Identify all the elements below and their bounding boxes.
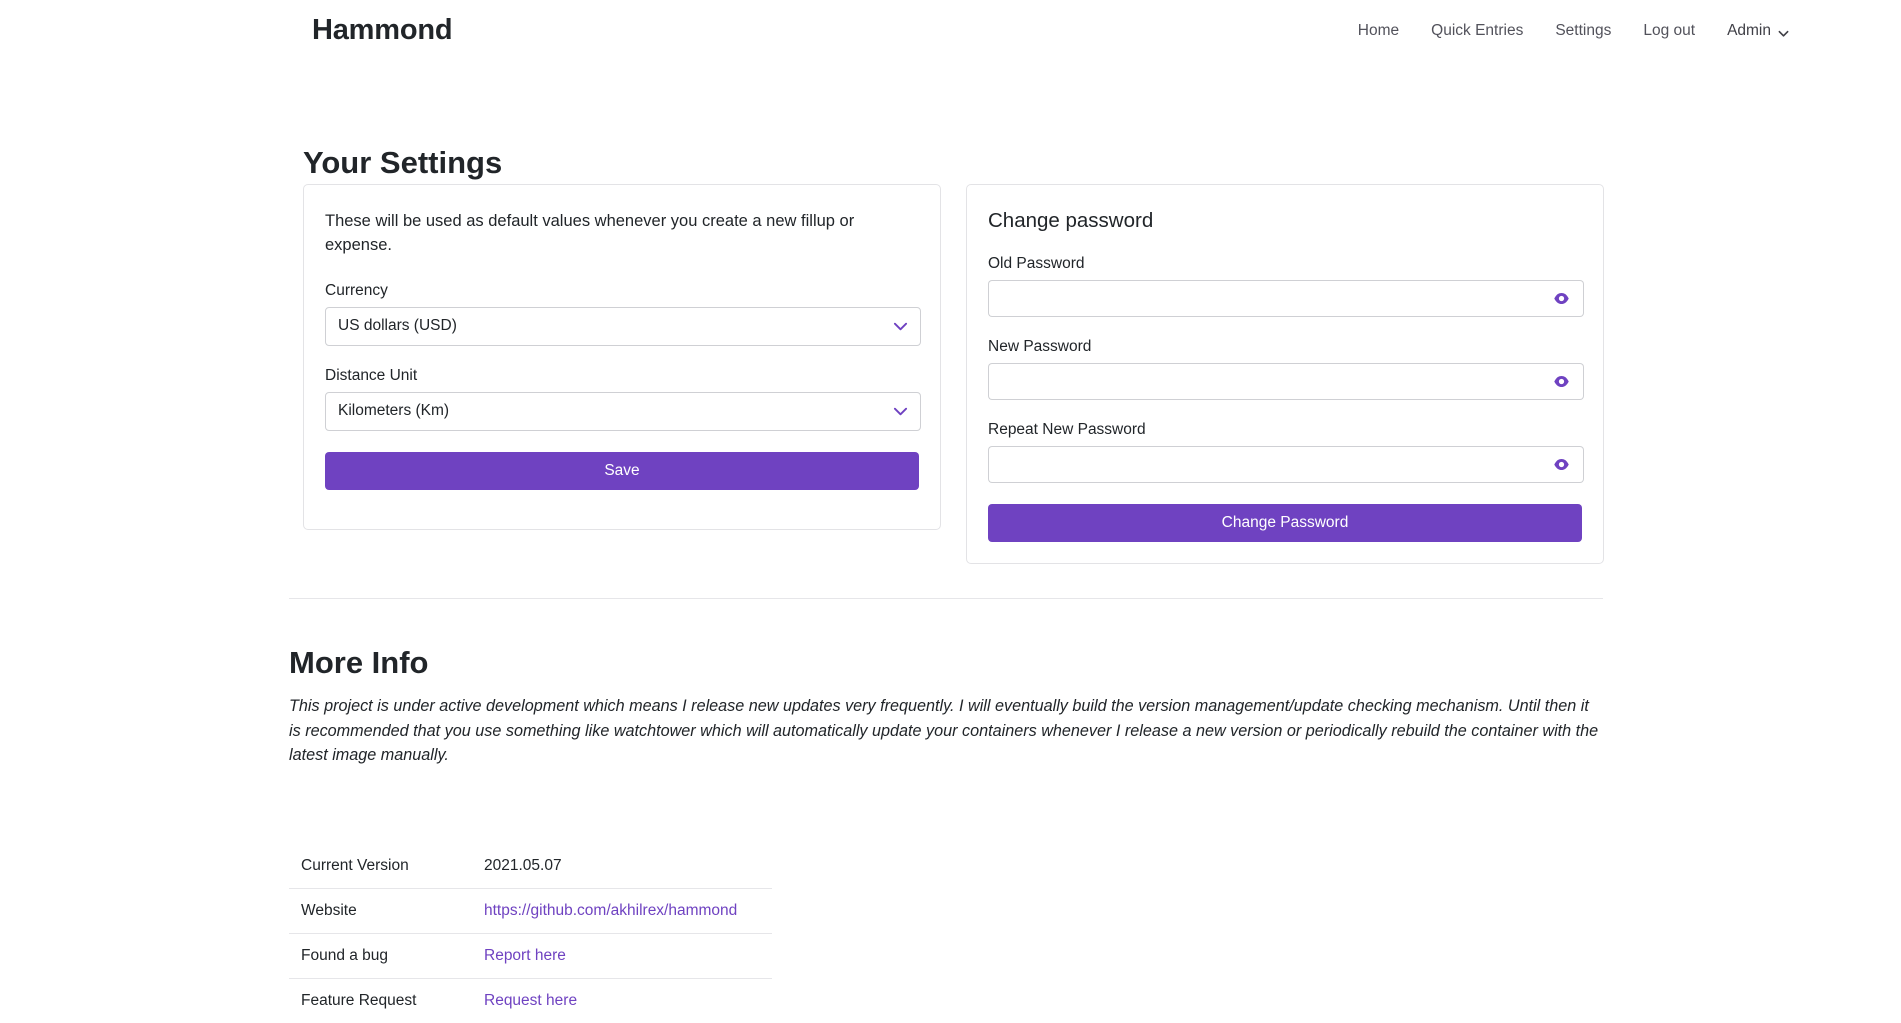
change-password-title: Change password — [988, 209, 1582, 233]
table-row — [289, 934, 772, 979]
info-value — [472, 889, 772, 934]
info-value: 2021.05.07 — [472, 844, 772, 889]
currency-select[interactable] — [325, 307, 921, 346]
info-key: Website — [289, 889, 472, 934]
section-divider — [289, 598, 1603, 599]
change-password-button[interactable]: Change Password — [988, 504, 1582, 542]
change-password-card-body — [967, 185, 1603, 566]
old-password-field[interactable] — [988, 280, 1540, 317]
distance-unit-select-wrapper — [325, 392, 921, 431]
default-values-card — [303, 184, 941, 530]
info-key: Feature Request — [289, 979, 472, 1023]
nav-link-home[interactable]: Home — [1342, 22, 1415, 40]
page-title: Your Settings — [303, 145, 502, 181]
repeat-new-password-field[interactable] — [988, 446, 1540, 483]
distance-unit-label: Distance Unit — [325, 367, 919, 385]
table-row — [289, 844, 772, 889]
distance-unit-select[interactable] — [325, 392, 921, 431]
new-password-label: New Password — [988, 338, 1582, 356]
eye-icon[interactable] — [1540, 446, 1584, 483]
brand-logo[interactable]: Hammond — [312, 14, 452, 47]
info-value — [472, 979, 772, 1023]
more-info-title: More Info — [289, 645, 429, 681]
change-password-card — [966, 184, 1604, 564]
currency-select-wrapper — [325, 307, 921, 346]
eye-icon[interactable] — [1540, 363, 1584, 400]
new-password-group — [988, 363, 1584, 400]
default-values-card-body — [304, 185, 940, 514]
admin-dropdown[interactable] — [1711, 22, 1793, 40]
distance-unit-select-value: Kilometers (Km) — [338, 402, 449, 420]
table-row — [289, 979, 772, 1023]
info-value — [472, 934, 772, 979]
nav-link-logout[interactable]: Log out — [1627, 22, 1711, 40]
nav-link-quick-entries[interactable]: Quick Entries — [1415, 22, 1539, 40]
currency-select-value: US dollars (USD) — [338, 317, 457, 335]
admin-dropdown-label: Admin — [1727, 22, 1771, 40]
eye-icon[interactable] — [1540, 280, 1584, 317]
currency-label: Currency — [325, 282, 919, 300]
old-password-label: Old Password — [988, 255, 1582, 273]
old-password-group — [988, 280, 1584, 317]
feature-request-link[interactable]: Request here — [484, 992, 577, 1009]
table-row — [289, 889, 772, 934]
report-bug-link[interactable]: Report here — [484, 947, 566, 964]
save-button[interactable]: Save — [325, 452, 919, 490]
repeat-new-password-group — [988, 446, 1584, 483]
nav-links — [1342, 22, 1793, 40]
card-description: These will be used as default values whenever you create a new fillup or expense. — [325, 209, 895, 258]
top-navbar — [0, 0, 1901, 68]
new-password-field[interactable] — [988, 363, 1540, 400]
more-info-paragraph: This project is under active development which means I release new updates very frequently. I will eventually build the version management/update checking mechanism. Until then it is recommended that you use something like watchtower which will automatically update your containers whenever I release a new version or periodically rebuild the container with the latest image manually. — [289, 694, 1599, 768]
info-key: Found a bug — [289, 934, 472, 979]
repeat-new-password-label: Repeat New Password — [988, 421, 1582, 439]
chevron-down-icon — [1778, 26, 1789, 37]
info-key: Current Version — [289, 844, 472, 889]
website-link[interactable]: https://github.com/akhilrex/hammond — [484, 902, 737, 919]
info-table — [289, 844, 772, 1023]
nav-link-settings[interactable]: Settings — [1539, 22, 1627, 40]
